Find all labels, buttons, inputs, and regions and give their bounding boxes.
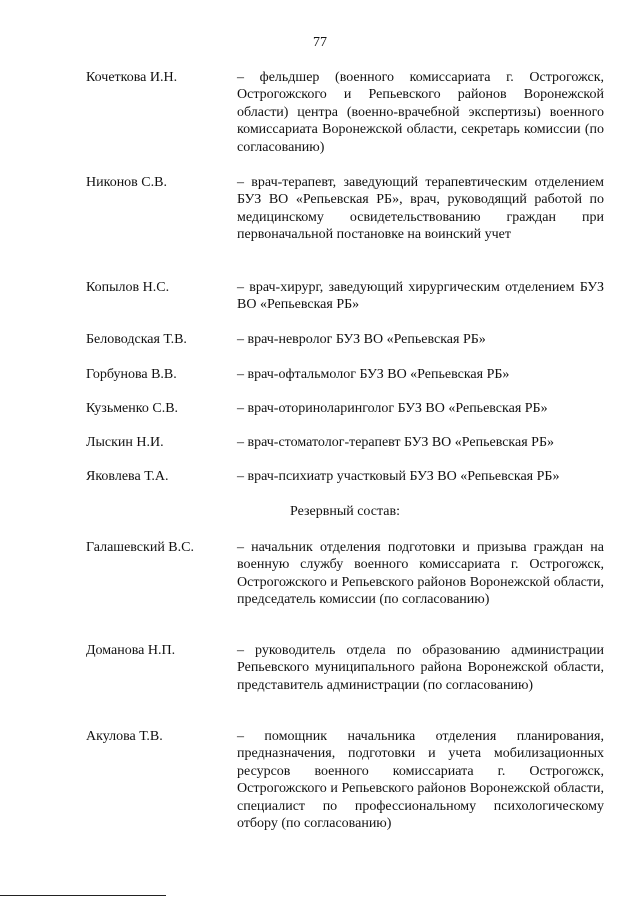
member-role: – начальник отделения подготовки и призыва граждан на военную службу военного комиссариата г. Острогожск, Острогожского и Репьевского районов Воронежской области, председатель комиссии (по согласованию) xyxy=(237,540,604,608)
footnote-divider xyxy=(0,895,166,896)
member-role: – руководитель отдела по образованию администрации Репьевского муниципального района Воронежской области, представитель администрации (по согласованию) xyxy=(237,643,604,693)
member-name: Беловодская Т.В. xyxy=(86,332,187,347)
member-role: – врач-хирург, заведующий хирургическим отделением БУЗ ВО «Репьевская РБ» xyxy=(237,280,604,313)
member-role: – врач-психиатр участковый БУЗ ВО «Репьевская РБ» xyxy=(237,469,560,484)
member-name: Галашевский В.С. xyxy=(86,540,194,555)
member-name: Акулова Т.В. xyxy=(86,729,163,744)
member-role: – врач-терапевт, заведующий терапевтическим отделением БУЗ ВО «Репьевская РБ», врач, руководящий работой по медицинскому освидетельствованию граждан при первоначальной постановке на воинский учет xyxy=(237,175,604,243)
member-role: – врач-оториноларинголог БУЗ ВО «Репьевская РБ» xyxy=(237,401,548,416)
member-role: – фельдшер (военного комиссариата г. Острогожск, Острогожского и Репьевского районов Воронежской области) центра (военно-врачебной экспертизы) военного комиссариата Воронежской области, секретарь комиссии (по согласованию) xyxy=(237,70,604,155)
page-number: 77 xyxy=(313,35,327,50)
member-name: Горбунова В.В. xyxy=(86,367,177,382)
member-name: Кочеткова И.Н. xyxy=(86,70,178,85)
member-name: Никонов С.В. xyxy=(86,175,167,190)
member-name: Копылов Н.С. xyxy=(86,280,170,295)
member-name: Доманова Н.П. xyxy=(86,643,176,658)
member-name: Кузьменко С.В. xyxy=(86,401,179,416)
reserve-heading: Резервный состав: xyxy=(289,504,400,519)
member-role: – врач-стоматолог-терапевт БУЗ ВО «Репьевская РБ» xyxy=(237,435,555,450)
member-role: – врач-офтальмолог БУЗ ВО «Репьевская РБ» xyxy=(237,367,510,382)
member-role: – врач-невролог БУЗ ВО «Репьевская РБ» xyxy=(237,332,486,347)
member-role: – помощник начальника отделения планирования, предназначения, подготовки и учета мобилизационных ресурсов военного комиссариата г. Острогожск, Острогожского и Репьевского районов Воронежской области, специалист по профессиональному психологическому отбору (по согласованию) xyxy=(237,729,604,832)
member-name: Лыскин Н.И. xyxy=(86,435,164,450)
member-name: Яковлева Т.А. xyxy=(86,469,169,484)
